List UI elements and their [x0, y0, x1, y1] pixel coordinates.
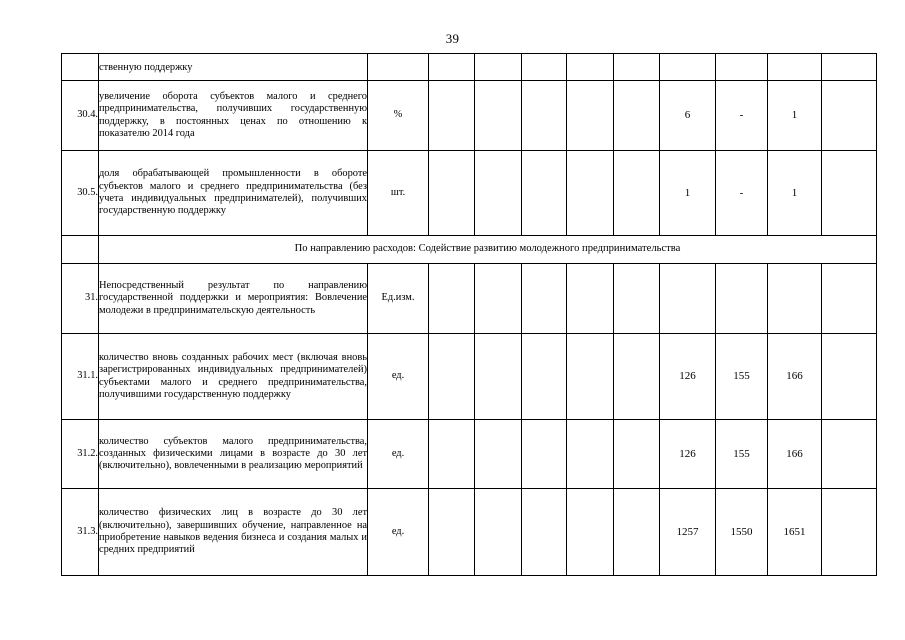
row-description: ственную поддержку [99, 54, 368, 81]
row-description: количество субъектов малого предпринимательства, созданных физическими лицами в возрасте до 30 лет (включительно), вовлеченными в реализацию мероприятий [99, 420, 368, 489]
row-unit: шт. [368, 151, 429, 236]
indicators-table [61, 53, 877, 576]
row-value-1: 126 [660, 420, 716, 489]
row-unit: % [368, 81, 429, 151]
row-value-2 [716, 54, 768, 81]
row-value-2: - [716, 81, 768, 151]
row-unit: ед. [368, 334, 429, 420]
row-value-3: 1 [768, 81, 822, 151]
page-number: 39 [445, 31, 460, 46]
table-row [62, 151, 877, 236]
row-number: 30.5. [62, 151, 99, 236]
row-value-2: 1550 [716, 489, 768, 576]
row-value-2: 155 [716, 334, 768, 420]
row-number: 30.4. [62, 81, 99, 151]
row-value-3 [768, 54, 822, 81]
row-value-2 [716, 264, 768, 334]
section-row [62, 236, 877, 264]
row-number [62, 54, 99, 81]
row-value-1: 1 [660, 151, 716, 236]
table-row [62, 81, 877, 151]
row-value-1: 6 [660, 81, 716, 151]
row-value-3: 1 [768, 151, 822, 236]
row-description: Непосредственный результат по направлению государственной поддержки и мероприятия: Вовлечение молодежи в предпринимательскую деятельность [99, 264, 368, 334]
row-number: 31. [62, 264, 99, 334]
row-unit: Ед.изм. [368, 264, 429, 334]
row-description: увеличение оборота субъектов малого и среднего предпринимательства, получивших государственную поддержку, в постоянных ценах по отношению к показателю 2014 года [99, 81, 368, 151]
row-description: доля обрабатывающей промышленности в обороте субъектов малого и среднего предпринимательства (без учета индивидуальных предпринимателей), получивших государственную поддержку [99, 151, 368, 236]
row-value-2: - [716, 151, 768, 236]
row-number: 31.3. [62, 489, 99, 576]
row-value-1 [660, 264, 716, 334]
table-row [62, 334, 877, 420]
row-value-1 [660, 54, 716, 81]
row-unit: ед. [368, 420, 429, 489]
row-value-2: 155 [716, 420, 768, 489]
row-unit [368, 54, 429, 81]
section-heading: По направлению расходов: Содействие развитию молодежного предпринимательства [99, 236, 877, 264]
row-description: количество физических лиц в возрасте до 30 лет (включительно), завершивших обучение, направленное на приобретение навыков ведения бизнеса и создания малых и средних предприятий [99, 489, 368, 576]
table-row [62, 420, 877, 489]
row-unit: ед. [368, 489, 429, 576]
row-value-1: 1257 [660, 489, 716, 576]
row-number: 31.1. [62, 334, 99, 420]
row-value-1: 126 [660, 334, 716, 420]
table-row [62, 489, 877, 576]
row-number: 31.2. [62, 420, 99, 489]
row-value-3: 166 [768, 420, 822, 489]
row-value-3: 1651 [768, 489, 822, 576]
row-value-3: 166 [768, 334, 822, 420]
table-row [62, 54, 877, 81]
row-description: количество вновь созданных рабочих мест (включая вновь зарегистрированных индивидуальных предпринимателей) субъектами малого и среднего предпринимательства, получившими государственную поддержку [99, 334, 368, 420]
table-row [62, 264, 877, 334]
row-value-3 [768, 264, 822, 334]
